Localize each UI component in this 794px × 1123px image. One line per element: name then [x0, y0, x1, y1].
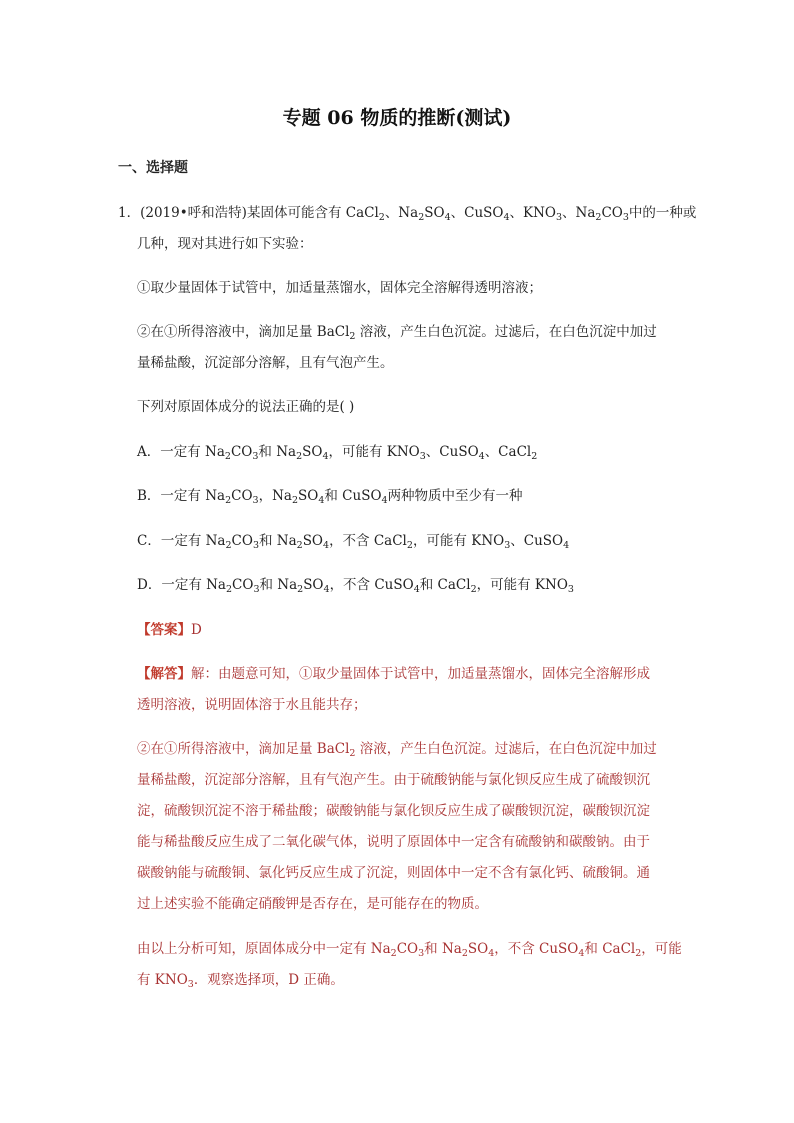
analysis-line-10: 有 $KNO_3$．观察选择项，D 正确。	[137, 972, 344, 990]
experiment-step-2-line-1: ②在①所得溶液中，滴加足量 BaCl$_2$ 溶液，产生白色沉淀。过滤后，在白色沉淀中加过	[137, 324, 657, 342]
experiment-step-2-line-2: 量稀盐酸，沉淀部分溶解，且有气泡产生。	[137, 355, 394, 371]
analysis-line-7: 碳酸钠能与硫酸铜、氯化钙反应生成了沉淀，则固体中一定不含有氯化钙、硫酸铜。通	[137, 865, 650, 881]
analysis-line-2: 透明溶液，说明固体溶于水且能共存；	[137, 697, 367, 713]
page-title: 专题 06 物质的推断(测试)	[282, 107, 512, 129]
question-prompt: 下列对原固体成分的说法正确的是( )	[137, 399, 355, 415]
analysis-line-9: 由以上分析可知，原固体成分中一定有 $Na_2CO_3$和 $Na_2SO_4$，不含 CuSO$_4$和 CaCl$_2$，可能	[137, 941, 682, 959]
answer-value: D	[191, 622, 202, 638]
analysis-line-4: 量稀盐酸，沉淀部分溶解，且有气泡产生。由于硫酸钠能与氯化钡反应生成了硫酸钡沉	[137, 772, 650, 788]
option-b: B．一定有 $Na_2CO_3$，$Na_2SO_4$和 CuSO$_4$两种物质中至少有一种	[137, 488, 523, 506]
question-stem-line-2: 几种，现对其进行如下实验：	[137, 236, 313, 252]
option-d: D．一定有 $Na_2CO_3$和 $Na_2SO_4$，不含 CuSO$_4$和 CaCl$_2$，可能有 $KNO_3$	[137, 577, 574, 595]
answer-line	[137, 624, 202, 638]
analysis-line-1: 【解答】解：由题意可知，①取少量固体于试管中，加适量蒸馏水，固体完全溶解形成	[137, 666, 650, 682]
section-heading: 一、选择题	[118, 160, 188, 176]
answer-tag: 【答案】	[137, 622, 191, 638]
analysis-tag: 【解答】	[137, 666, 191, 682]
option-c: C．一定有 $Na_2CO_3$和 $Na_2SO_4$，不含 CaCl$_2$，可能有 $KNO_3$、CuSO$_4$	[137, 533, 570, 551]
analysis-line-6: 能与稀盐酸反应生成了二氧化碳气体，说明了原固体中一定含有硫酸钠和碳酸钠。由于	[137, 834, 650, 850]
analysis-line-8: 过上述实验不能确定硝酸钾是否存在，是可能存在的物质。	[137, 896, 488, 912]
experiment-step-1: ①取少量固体于试管中，加适量蒸馏水，固体完全溶解得透明溶液；	[137, 280, 542, 296]
question-stem-line-1: 1．(2019•呼和浩特)某固体可能含有 CaCl$_2$、$Na_2SO_4$、CuSO$_4$、$KNO_3$、$Na_2CO_3$中的一种或	[118, 205, 697, 223]
option-a: A．一定有 $Na_2CO_3$和 $Na_2SO_4$，可能有 $KNO_3$、CuSO$_4$、CaCl$_2$	[137, 444, 538, 462]
analysis-line-3: ②在①所得溶液中，滴加足量 BaCl$_2$ 溶液，产生白色沉淀。过滤后，在白色沉淀中加过	[137, 741, 657, 759]
analysis-line-5: 淀，硫酸钡沉淀不溶于稀盐酸；碳酸钠能与氯化钡反应生成了碳酸钡沉淀，碳酸钡沉淀	[137, 803, 650, 819]
